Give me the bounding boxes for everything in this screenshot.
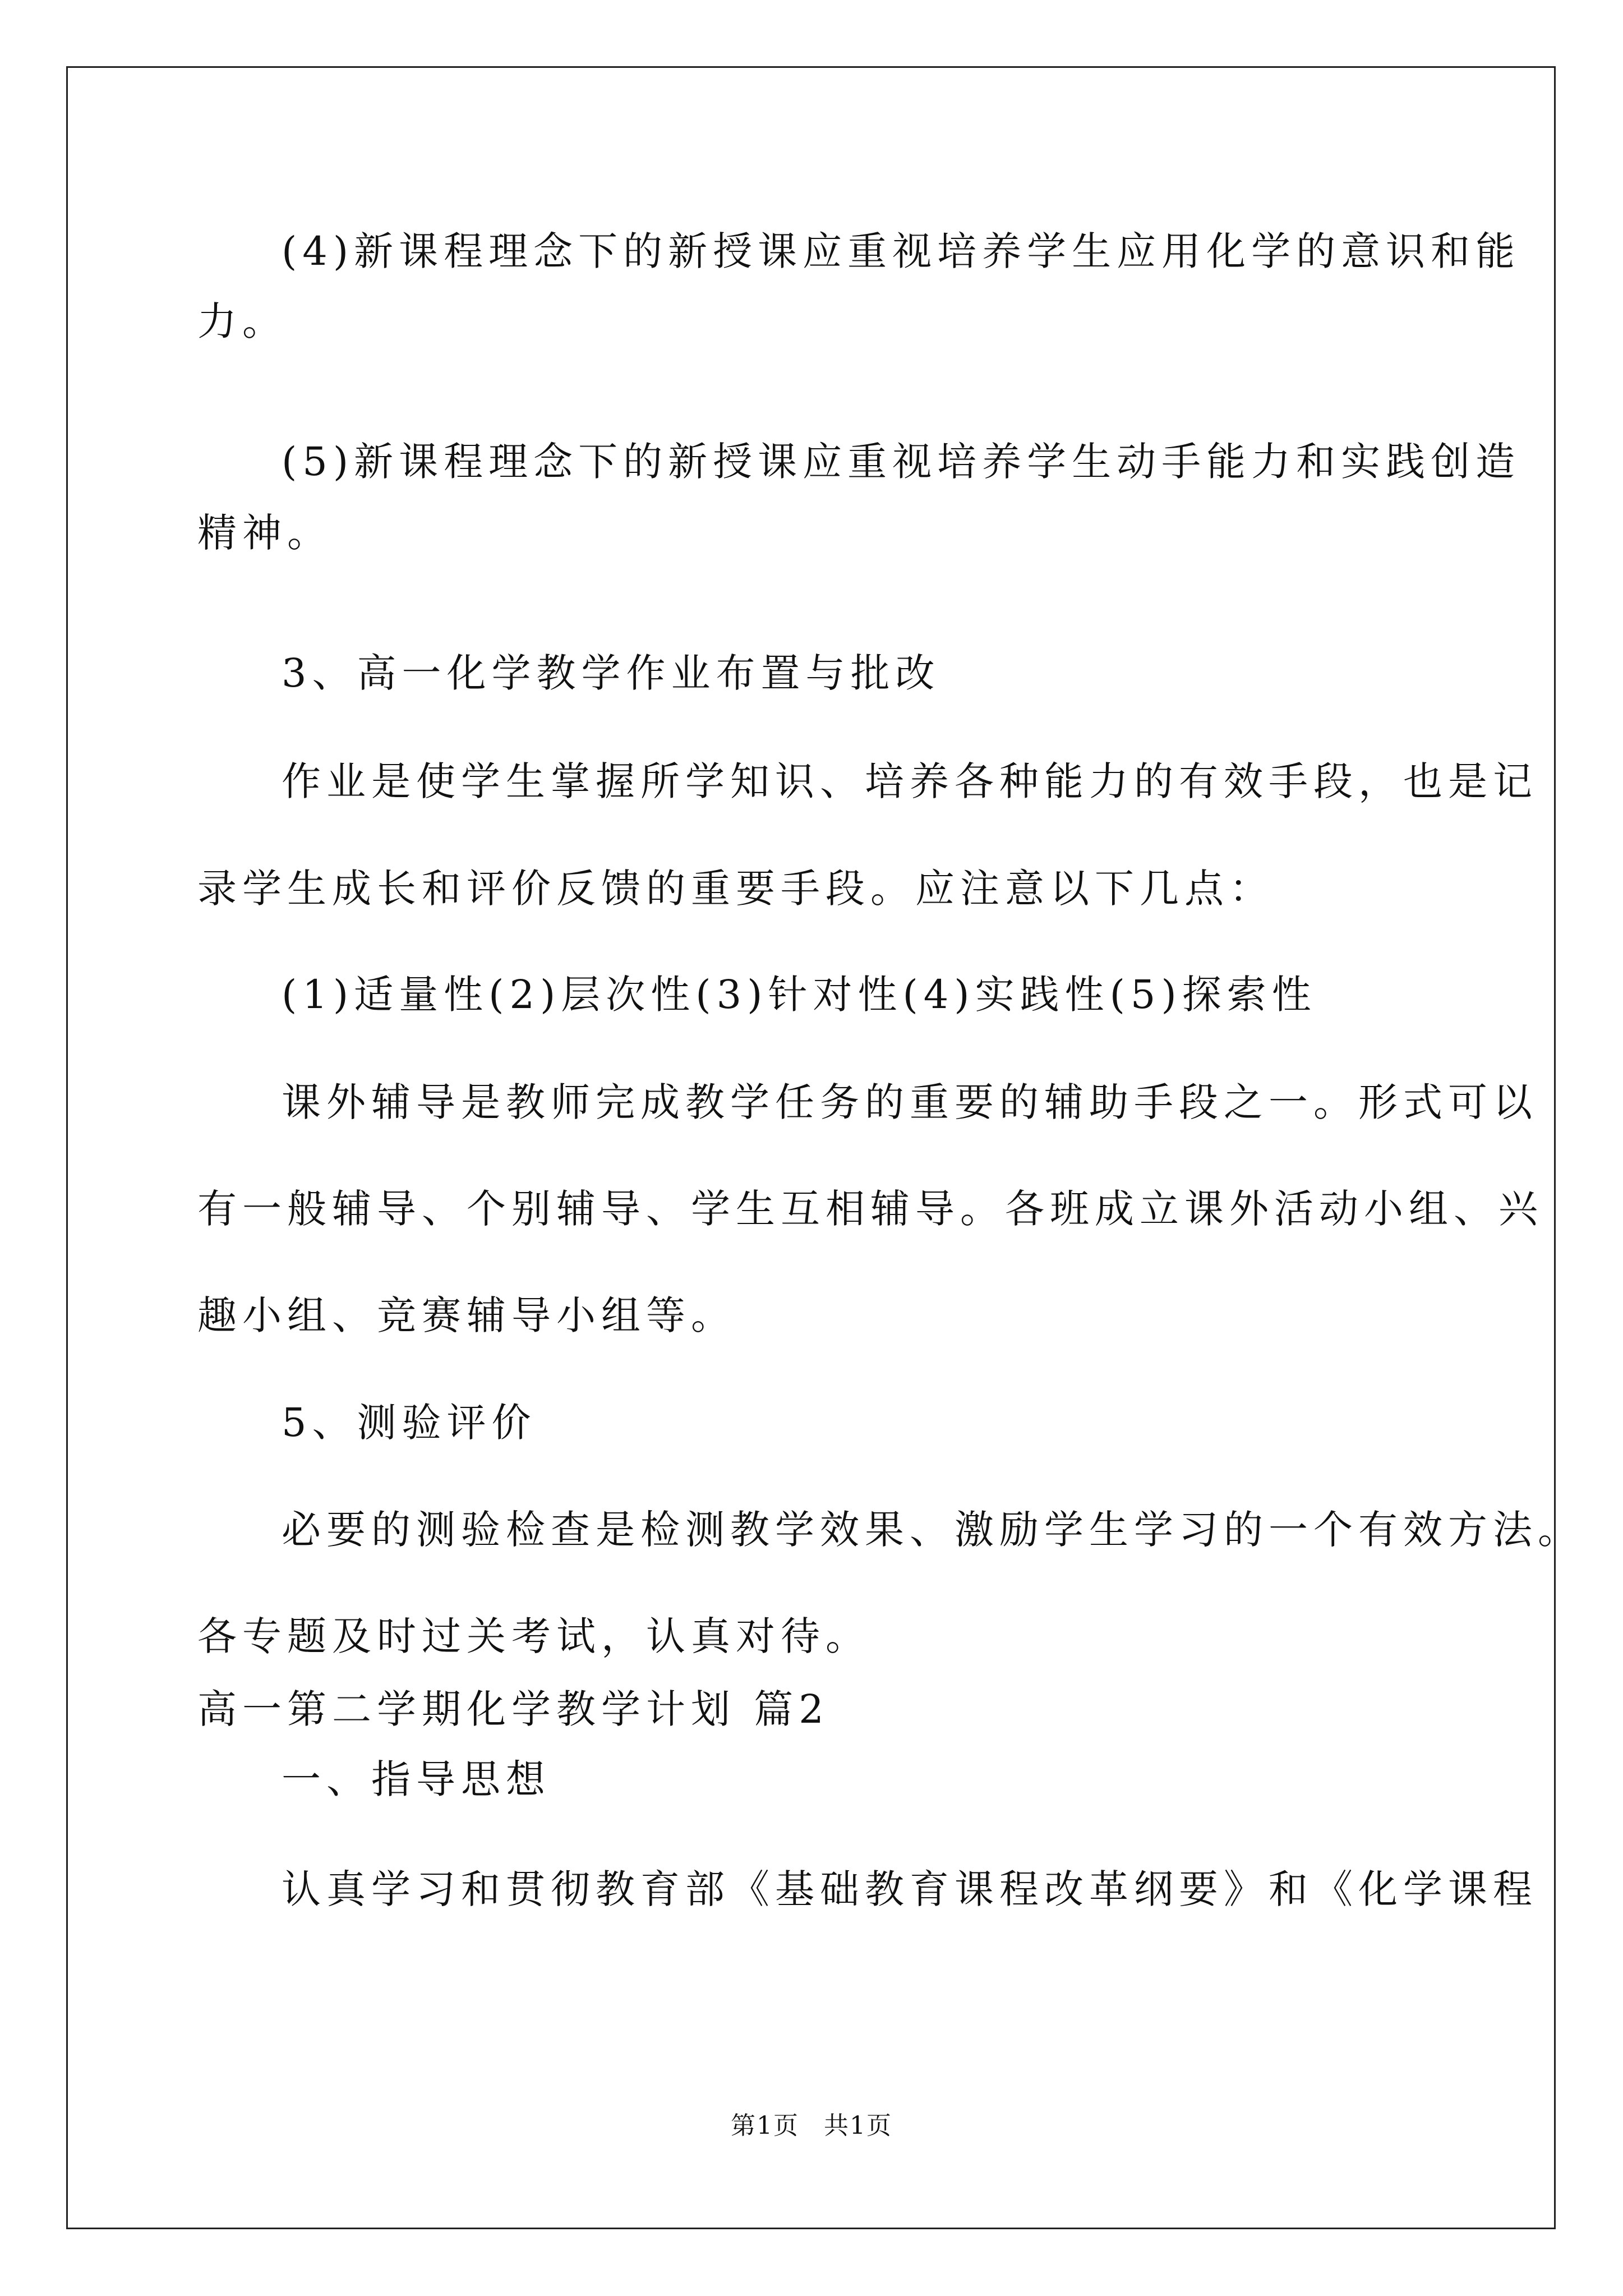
page-footer	[0, 2111, 1623, 2140]
paragraph-line: (1)适量性(2)层次性(3)针对性(4)实践性(5)探索性	[282, 972, 1317, 1018]
paragraph-line: 趣小组、竞赛辅导小组等。	[197, 1292, 736, 1338]
section-heading: 3、高一化学教学作业布置与批改	[282, 650, 940, 696]
paragraph-line: 必要的测验检查是检测教学效果、激励学生学习的一个有效方法。	[282, 1507, 1583, 1553]
paragraph-line: (5)新课程理念下的新授课应重视培养学生动手能力和实践创造	[282, 439, 1521, 485]
page-total: 共1页	[824, 2111, 892, 2140]
page-number: 第1页	[731, 2111, 799, 2140]
document-title: 高一第二学期化学教学计划 篇2	[197, 1686, 829, 1732]
section-heading: 一、指导思想	[282, 1756, 551, 1802]
paragraph-line: 有一般辅导、个别辅导、学生互相辅导。各班成立课外活动小组、兴	[197, 1186, 1543, 1232]
paragraph-line: 各专题及时过关考试，认真对待。	[197, 1613, 870, 1659]
paragraph-line: 录学生成长和评价反馈的重要手段。应注意以下几点：	[197, 866, 1274, 912]
section-heading: 5、测验评价	[282, 1400, 537, 1446]
paragraph-line: 课外辅导是教师完成教学任务的重要的辅助手段之一。形式可以	[282, 1079, 1538, 1125]
paragraph-line: 认真学习和贯彻教育部《基础教育课程改革纲要》和《化学课程	[282, 1866, 1538, 1912]
paragraph-line: (4)新课程理念下的新授课应重视培养学生应用化学的意识和能	[282, 228, 1521, 274]
paragraph-line: 精神。	[197, 510, 332, 556]
paragraph-line: 力。	[197, 298, 287, 344]
paragraph-line: 作业是使学生掌握所学知识、培养各种能力的有效手段，也是记	[282, 758, 1538, 804]
